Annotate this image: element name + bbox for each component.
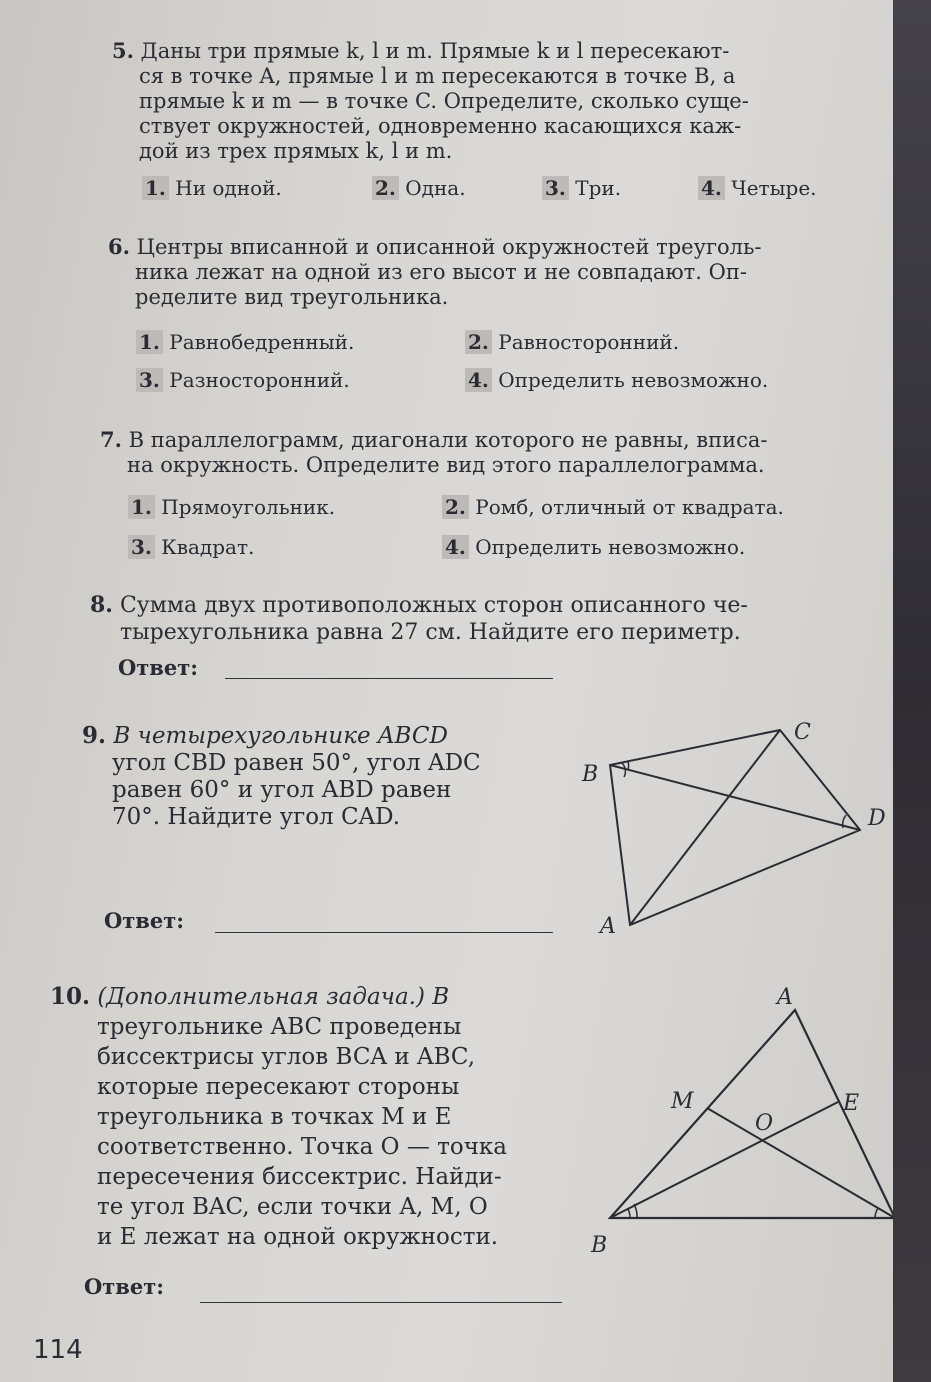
q9-answer-field[interactable] xyxy=(215,932,553,933)
question-7: 7. В параллелограмм, диагонали которого не равны, вписа- на окружность. Определите вид этого параллелограмма. xyxy=(100,427,768,477)
q10-line-5: треугольника в точках M и E xyxy=(97,1104,452,1130)
q5-option-3[interactable]: 3. Три. xyxy=(542,176,621,200)
label-m: M xyxy=(671,1089,694,1114)
quadrilateral-abcd xyxy=(610,730,860,925)
q10-answer-label: Ответ: xyxy=(84,1274,165,1299)
q7-option-2[interactable]: 2. Ромб, отличный от квадрата. xyxy=(442,495,784,519)
q7-line-2: на окружность. Определите вид этого параллелограмма. xyxy=(127,453,765,477)
q10-line-2: треугольнике ABC проведены xyxy=(97,1014,462,1040)
q6-line-3: ределите вид треугольника. xyxy=(135,285,449,309)
label-o: O xyxy=(755,1111,774,1136)
q9-line-3: равен 60° и угол ABD равен xyxy=(112,777,452,803)
q10-line-4: которые пересекают стороны xyxy=(97,1074,460,1100)
q5-line-3: прямые k и m — в точке C. Определите, сколько суще- xyxy=(139,89,749,113)
q5-option-1[interactable]: 1. Ни одной. xyxy=(142,176,282,200)
q6-option-4[interactable]: 4. Определить невозможно. xyxy=(465,368,768,392)
q6-line-1: Центры вписанной и описанной окружностей треуголь- xyxy=(136,235,762,259)
q6-line-2: ника лежат на одной из его высот и не совпадают. Оп- xyxy=(135,260,747,284)
question-10: 10. (Дополнительная задача.) В треугольнике ABC проведены биссектрисы углов BCA и ABC, которые пересекают стороны треугольника в точках M и E соответственно. Точка O — точка пересечения биссектрис. Найди- те угол BAC, если точки A, M, O и E лежат на одной окружности. xyxy=(50,983,508,1250)
q7-line-1: В параллелограмм, диагонали которого не равны, вписа- xyxy=(128,428,768,452)
q5-option-4[interactable]: 4. Четыре. xyxy=(698,176,817,200)
question-6: 6. Центры вписанной и описанной окружностей треуголь- ника лежат на одной из его высот и не совпадают. Оп- ределите вид треугольника. xyxy=(108,234,762,309)
question-9: 9. В четырехугольнике ABCD угол CBD равен 50°, угол ADC равен 60° и угол ABD равен 70°. Найдите угол CAD. xyxy=(82,722,481,830)
question-8: 8. Сумма двух противоположных сторон описанного че- тырехугольника равна 27 см. Найдите его периметр. xyxy=(90,592,748,645)
label-a: A xyxy=(600,914,616,939)
angle-mark-b xyxy=(628,1209,630,1218)
q9-answer-label: Ответ: xyxy=(104,908,185,933)
q10-line-8: те угол BAC, если точки A, M, O xyxy=(97,1194,488,1220)
q10-line-9: и E лежат на одной окружности. xyxy=(97,1224,499,1250)
page-number: 114 xyxy=(33,1335,83,1365)
q9-line-1: В четырехугольнике ABCD xyxy=(113,723,448,749)
q9-quadrilateral-figure xyxy=(580,715,900,945)
bisector-cm xyxy=(707,1108,895,1218)
label-b: B xyxy=(591,1233,608,1258)
diagonal-ac xyxy=(630,730,780,925)
label-d: D xyxy=(868,806,886,831)
label-e: E xyxy=(843,1091,860,1116)
q6-option-1[interactable]: 1. Равнобедренный. xyxy=(136,330,354,354)
angle-mark-b2 xyxy=(634,1204,637,1218)
label-c: C xyxy=(794,720,811,745)
q5-option-2[interactable]: 2. Одна. xyxy=(372,176,466,200)
q9-line-4: 70°. Найдите угол CAD. xyxy=(112,804,401,830)
q5-line-5: дой из трех прямых k, l и m. xyxy=(139,139,453,163)
q5-line-4: ствует окружностей, одновременно касающихся каж- xyxy=(139,114,742,138)
q8-line-1: Сумма двух противоположных сторон описанного че- xyxy=(119,593,748,618)
q8-answer-field[interactable] xyxy=(225,678,553,679)
question-5: 5. Даны три прямые k, l и m. Прямые k и l пересекают- ся в точке A, прямые l и m пересекаются в точке B, а прямые k и m — в точке C. Определите, сколько суще- ствует окружностей, одновременно касающихся каж- дой из трех прямых k, l и m. xyxy=(112,38,749,163)
q10-line-6: соответственно. Точка O — точка xyxy=(97,1134,508,1160)
q7-option-1[interactable]: 1. Прямоугольник. xyxy=(128,495,335,519)
q7-option-3[interactable]: 3. Квадрат. xyxy=(128,535,254,559)
q7-option-4[interactable]: 4. Определить невозможно. xyxy=(442,535,745,559)
q10-line-7: пересечения биссектрис. Найди- xyxy=(97,1164,502,1190)
q5-line-1: Даны три прямые k, l и m. Прямые k и l пересекают- xyxy=(140,39,730,63)
q5-line-2: ся в точке A, прямые l и m пересекаются в точке B, а xyxy=(139,64,736,88)
q8-line-2: тырехугольника равна 27 см. Найдите его периметр. xyxy=(120,620,741,645)
q8-answer-label: Ответ: xyxy=(118,655,199,680)
label-b: B xyxy=(582,762,599,787)
q10-answer-field[interactable] xyxy=(200,1302,562,1303)
q9-line-2: угол CBD равен 50°, угол ADC xyxy=(112,750,481,776)
angle-mark-c xyxy=(875,1208,878,1218)
angle-mark-b xyxy=(622,763,625,777)
page-edge-background xyxy=(893,0,931,1382)
diagonal-bd xyxy=(610,765,860,830)
angle-mark-b2 xyxy=(628,761,629,770)
q6-option-2[interactable]: 2. Равносторонний. xyxy=(465,330,679,354)
q6-option-3[interactable]: 3. Разносторонний. xyxy=(136,368,350,392)
q10-triangle-figure xyxy=(585,980,920,1260)
label-a: A xyxy=(777,985,793,1010)
q10-line-1: (Дополнительная задача.) В xyxy=(97,984,450,1010)
bisector-ce xyxy=(610,1102,838,1218)
q10-line-3: биссектрисы углов BCA и ABC, xyxy=(97,1044,476,1070)
